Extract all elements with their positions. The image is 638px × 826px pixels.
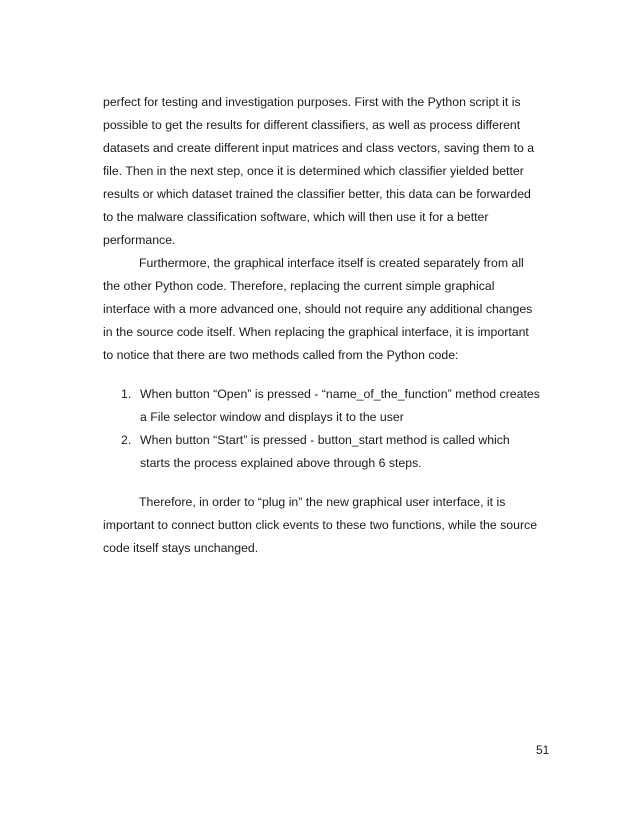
body-text-line: to the malware classification software, which will then use it for a better xyxy=(103,210,489,224)
body-text-line: possible to get the results for different classifiers, as well as process different xyxy=(103,118,521,132)
body-text-line: to notice that there are two methods called from the Python code: xyxy=(103,348,459,362)
body-text-line: important to connect button click events to these two functions, while the source xyxy=(103,518,538,532)
list-item-line: a File selector window and displays it to the user xyxy=(140,410,404,424)
list-item-line: When button “Start” is pressed - button_start method is called which xyxy=(140,433,510,447)
list-item-line: When button “Open” is pressed - “name_of_the_function” method creates xyxy=(140,387,540,401)
body-text-line: file. Then in the next step, once it is determined which classifier yielded better xyxy=(103,164,524,178)
list-marker: 1. xyxy=(121,387,132,401)
page-number: 51 xyxy=(536,743,550,757)
list-marker: 2. xyxy=(121,433,132,447)
body-text-line: performance. xyxy=(103,233,176,247)
body-text-line: the other Python code. Therefore, replacing the current simple graphical xyxy=(103,279,495,293)
body-text-line: code itself stays unchanged. xyxy=(103,541,259,555)
body-text-line: datasets and create different input matrices and class vectors, saving them to a xyxy=(103,141,535,155)
body-text-line: in the source code itself. When replacing the graphical interface, it is important xyxy=(103,325,529,339)
body-text-line: results or which dataset trained the classifier better, this data can be forwarded xyxy=(103,187,531,201)
body-text-line: Therefore, in order to “plug in” the new graphical user interface, it is xyxy=(139,495,506,509)
list-item-line: starts the process explained above through 6 steps. xyxy=(140,456,422,470)
body-text-line: interface with a more advanced one, should not require any additional changes xyxy=(103,302,533,316)
body-text-line: perfect for testing and investigation purposes. First with the Python script it is xyxy=(103,95,521,109)
body-text-line: Furthermore, the graphical interface itself is created separately from all xyxy=(139,256,524,270)
